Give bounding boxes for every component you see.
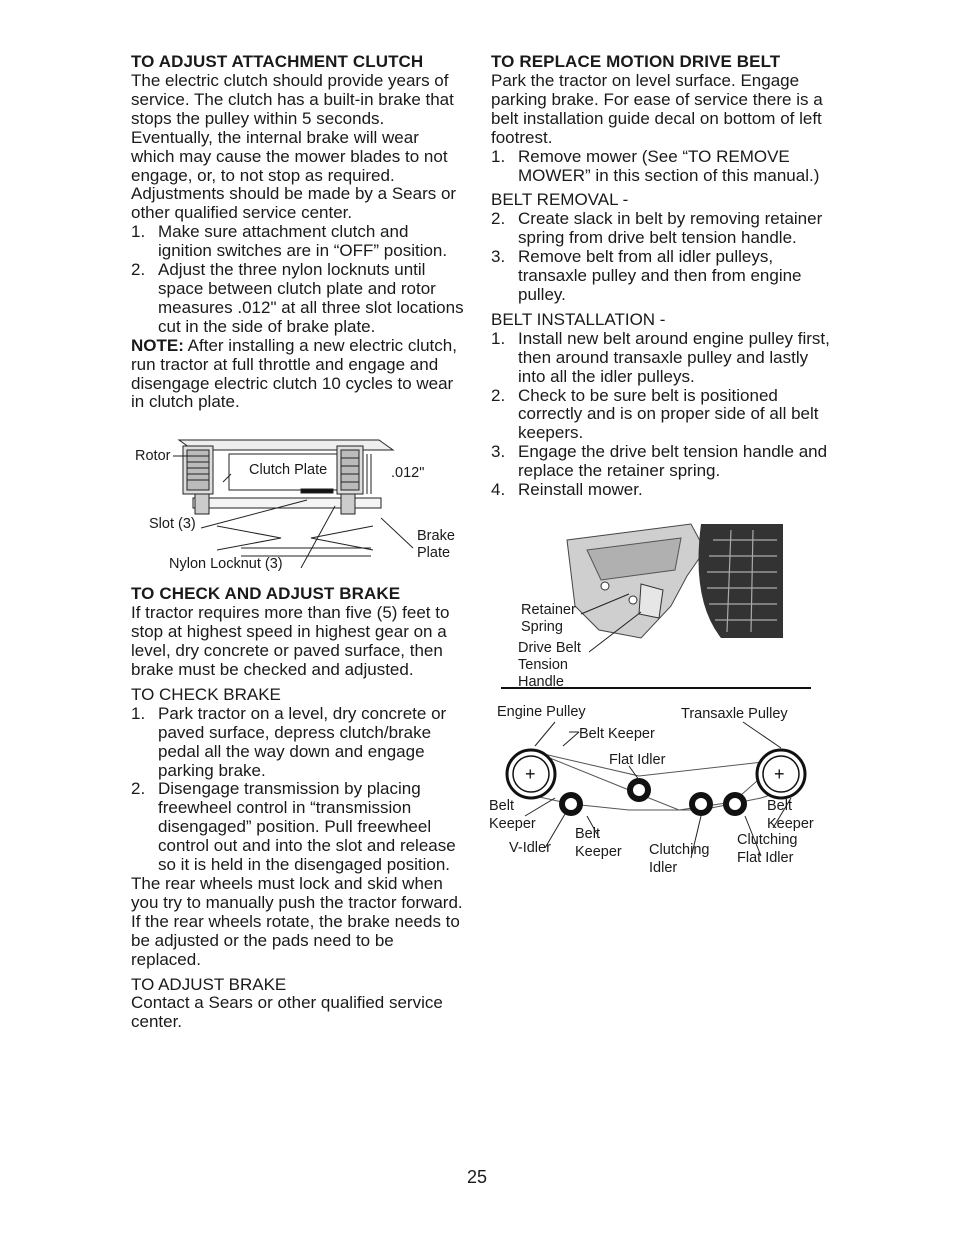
label-keeper-mid: Keeper (575, 843, 622, 860)
belt-removal-heading: BELT REMOVAL - (491, 190, 629, 210)
label-spring: Spring (521, 618, 563, 635)
list-item: 3. Remove belt from all idler pulleys, transaxle pulley and then from engine pulley. (491, 247, 802, 304)
tension-handle-diagram (491, 520, 831, 690)
motion-belt-heading: TO REPLACE MOTION DRIVE BELT (491, 52, 781, 71)
clutch-diagram (131, 434, 466, 576)
list-item: 1. Install new belt around engine pulley first, then around transaxle pulley and lastly into all the idler pulleys. (491, 328, 830, 386)
attachment-clutch-steps (131, 223, 466, 336)
motion-belt-steps-c (491, 330, 831, 500)
attachment-clutch-intro: The electric clutch should provide years of service. The clutch has a built-in brake that stops the pulley within 5 seconds. Eventually, the internal brake will wear which may cause the mower blades to not engage, or, to not stop as required. Adjustments should be made by a Sears or other qualified service center. (131, 71, 457, 223)
adjust-brake-text: Contact a Sears or other qualified service center. (131, 993, 443, 1032)
check-brake-steps (131, 705, 466, 875)
label-belt-mid: Belt (575, 825, 600, 842)
label-retainer: Retainer (521, 601, 576, 618)
list-item: 2. Adjust the three nylon locknuts until space between clutch plate and rotor measures .012" at all three slot locations cut in the side of brake plate. (131, 260, 464, 336)
label-gap: .012" (391, 465, 425, 482)
svg-text:+: + (525, 763, 536, 784)
label-belt-keeper-top: Belt Keeper (579, 725, 655, 742)
label-slot: Slot (3) (149, 516, 196, 533)
left-column (131, 52, 466, 1032)
label-plate: Plate (417, 545, 451, 562)
label-nylon-locknut: Nylon Locknut (3) (169, 556, 283, 573)
brake-intro: If tractor requires more than five (5) feet to stop at highest speed in highest gear on a level, dry concrete or paved surface, then brake must be checked and adjusted. (131, 603, 450, 680)
clutch-diagram-drawing (131, 434, 466, 576)
page-number: 25 (466, 1167, 488, 1187)
section-motion-drive-belt (491, 52, 831, 906)
label-clutching-right: Clutching (737, 831, 798, 848)
label-handle: Handle (518, 673, 564, 690)
attachment-clutch-heading: TO ADJUST ATTACHMENT CLUTCH (131, 52, 424, 71)
label-rotor: Rotor (135, 448, 171, 465)
list-item: 1. Make sure attachment clutch and ignition switches are in “OFF” position. (131, 222, 448, 261)
label-flat-idler: Flat Idler (609, 751, 666, 768)
label-transaxle-pulley: Transaxle Pulley (681, 705, 788, 722)
list-item: 2. Disengage transmission by placing freewheel control in “transmission disengaged” position. Pull freewheel control out and into the slot and release so it is held in the disengaged position. (131, 779, 456, 875)
label-clutching: Clutching (649, 841, 710, 858)
label-engine-pulley: Engine Pulley (497, 703, 586, 720)
label-keeper-right: Keeper (767, 815, 814, 832)
belt-installation-heading: BELT INSTALLATION - (491, 309, 666, 329)
list-item: 3. Engage the drive belt tension handle and replace the retainer spring. (491, 442, 828, 481)
label-tension: Tension (518, 656, 568, 673)
svg-text:+: + (774, 763, 785, 784)
check-brake-heading: TO CHECK BRAKE (131, 684, 281, 704)
list-item: 4. Reinstall mower. (491, 480, 643, 500)
brake-after-steps: The rear wheels must lock and skid when you try to manually push the tractor forward. If the rear wheels rotate, the brake needs to be adjusted or the pads need to be replaced. (131, 874, 463, 969)
label-idler: Idler (649, 859, 678, 876)
label-keeper-left: Keeper (489, 815, 536, 832)
tension-handle-drawing (491, 520, 831, 680)
section-attachment-clutch (131, 52, 466, 576)
attachment-clutch-note: NOTE: After installing a new electric clutch, run tractor at full throttle and engage and disengage electric clutch 10 cycles to wear in clutch plate. (131, 335, 457, 412)
right-column (491, 52, 831, 906)
belt-routing-diagram (491, 686, 831, 906)
label-belt-right: Belt (767, 797, 792, 814)
brake-heading: TO CHECK AND ADJUST BRAKE (131, 584, 401, 604)
label-drive-belt: Drive Belt (518, 639, 581, 656)
list-item: 2. Check to be sure belt is positioned correctly and is on proper side of all belt keepers. (491, 385, 819, 443)
adjust-brake-heading: TO ADJUST BRAKE (131, 974, 287, 994)
motion-belt-intro: Park the tractor on level surface. Engage parking brake. For ease of service there is a belt installation guide decal on bottom of left footrest. (491, 71, 823, 147)
section-check-adjust-brake (131, 584, 466, 1032)
motion-belt-steps-a (491, 148, 831, 186)
motion-belt-steps-b (491, 210, 831, 305)
list-item: 2. Create slack in belt by removing retainer spring from drive belt tension handle. (491, 209, 823, 248)
list-item: 1. Park tractor on a level, dry concrete or paved surface, depress clutch/brake pedal all the way down and engage parking brake. (131, 703, 447, 780)
label-brake: Brake (417, 528, 455, 545)
label-clutch-plate: Clutch Plate (249, 462, 328, 479)
label-belt-left: Belt (489, 797, 514, 814)
label-v-idler: V-Idler (509, 839, 551, 856)
label-flat-idler-right: Flat Idler (737, 849, 794, 866)
list-item: 1. Remove mower (See “TO REMOVE MOWER” in this section of this manual.) (491, 146, 820, 185)
